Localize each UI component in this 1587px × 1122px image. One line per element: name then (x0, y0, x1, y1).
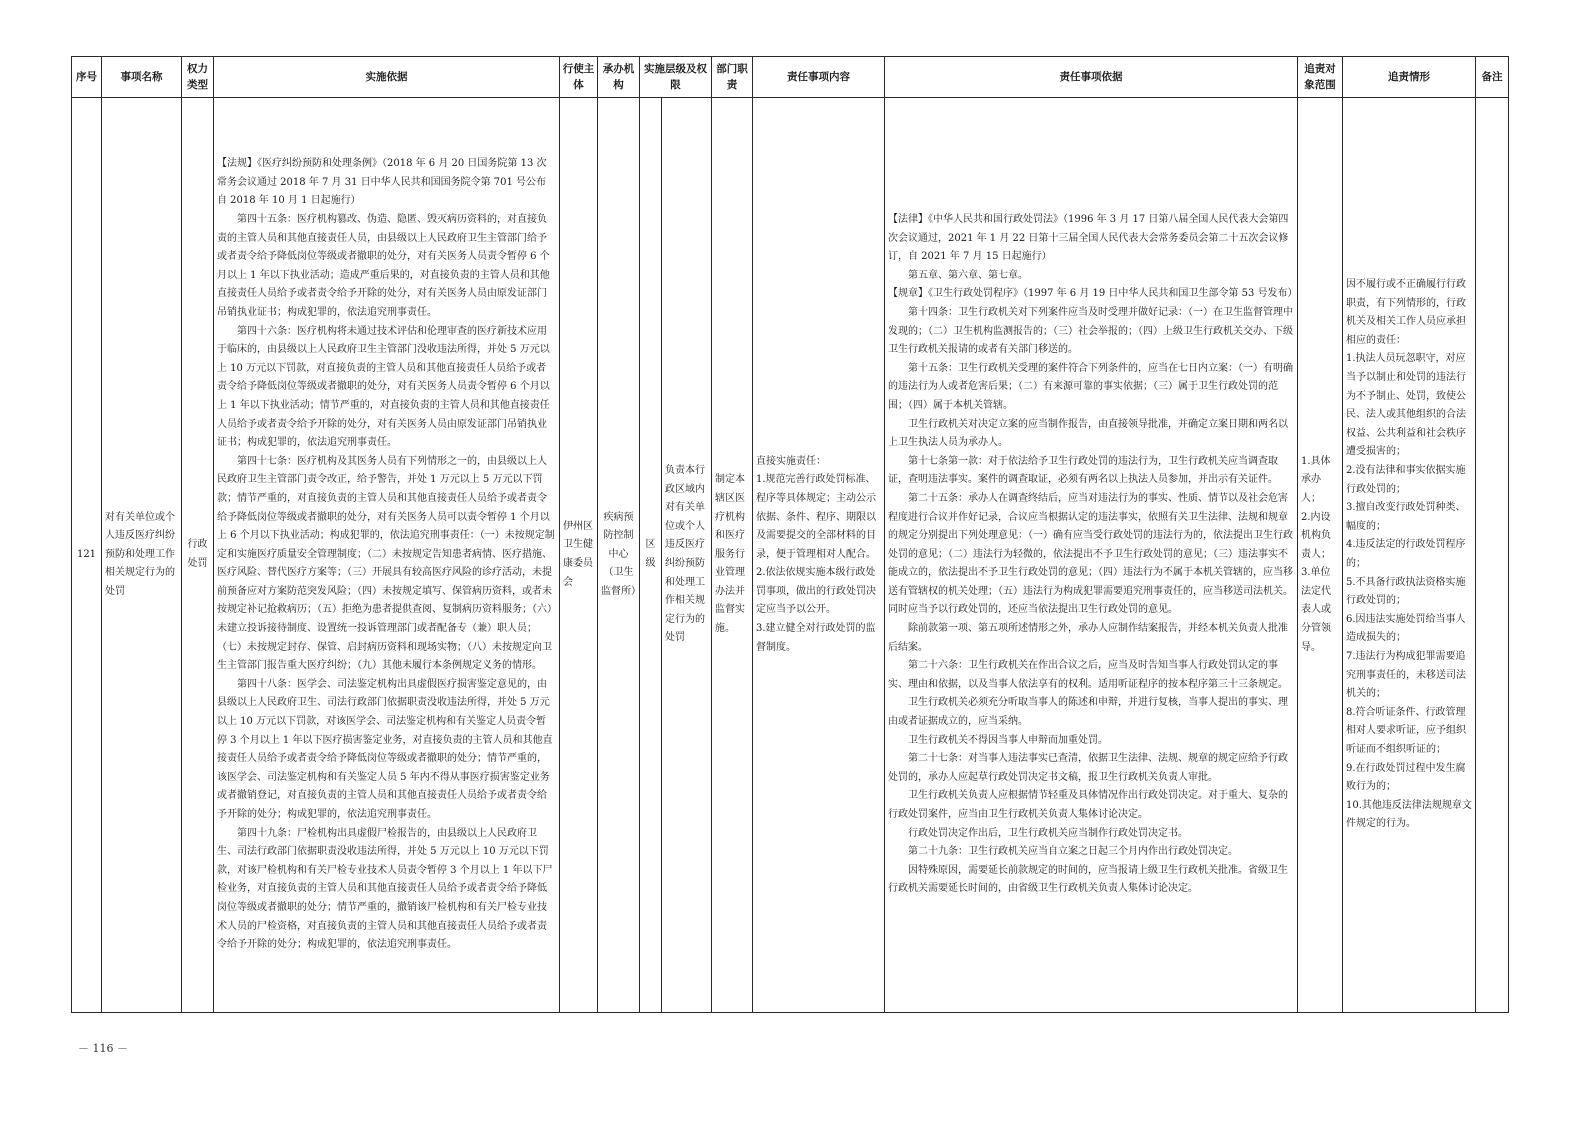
resp-basis-paragraph: 卫生行政机关对决定立案的应当制作报告，由直接领导批准，并确定立案日期和两名以上卫生执法人员为承办人。 (888, 418, 1288, 449)
cell-agency: 疾病预防控制中心（卫生监督所） (598, 98, 640, 1013)
resp-content-item: 3.建立健全对行政处罚的监督制度。 (756, 623, 876, 653)
resp-basis-paragraph: 第二十六条：卫生行政机关在作出合议之后，应当及时告知当事人行政处罚认定的事实、理由和依据，以及当事人依法享有的权利。适用听证程序的按本程序第三十三条规定。 (888, 660, 1288, 690)
situation-item: 8.符合听证条件、行政管理相对人要求听证，应予组织听证而不组织听证的； (1346, 706, 1466, 755)
situation-item: 因不履行或不正确履行行政职责，有下列情形的，行政机关及相关工作人员应承担相应的责任： (1346, 279, 1466, 346)
header-resp-basis: 责任事项依据 (885, 57, 1298, 98)
situation-item: 4.违反法定的行政处罚程序的； (1346, 539, 1466, 569)
resp-basis-paragraph: 第十七条第一款：对于依法给予卫生行政处罚的违法行为，卫生行政机关应当调查取证，查明违法事实。案件的调查取证，必须有两名以上执法人员参加，并出示有关证件。 (888, 455, 1278, 486)
cell-resp-content (753, 98, 885, 1013)
resp-basis-paragraph: 卫生行政机关不得因当事人申辩而加重处罚。 (908, 734, 1108, 746)
resp-basis-paragraph: 第二十五条：承办人在调查终结后，应当对违法行为的事实、性质、情节以及社会危害程度进行合议并作好记录，合议应当根据认定的违法事实，依照有关卫生法律、法规和规章的规定分别提出下列处理意见：（一）确有应当受行政处罚的违法行为的，依法提出卫生行政处罚的意见；（二）违法行为轻微的，依法提出不予卫生行政处罚的意见；（三）违法事实不能成立的，依法提出不予卫生行政处罚的意见；（四）违法行为不属于本机关管辖的，应当移送有管辖权的机关处理；（五）违法行为构成犯罪需要追究刑事责任的，应当移送司法机关。同时应当予以行政处罚的，还应当依法提出卫生行政处罚的意见。 (888, 492, 1293, 616)
situation-item: 1.执法人员玩忽职守，对应当予以制止和处罚的违法行为不予制止、处罚，致使公民、法人或其他组织的合法权益、公共利益和社会秩序遭受损害的； (1346, 353, 1466, 458)
situation-item: 6.因违法实施处罚给当事人造成损失的； (1346, 613, 1466, 644)
header-duty: 部门职责 (712, 57, 753, 98)
resp-basis-paragraph: 第十五条：卫生行政机关受理的案件符合下列条件的，应当在七日内立案：（一）有明确的违法行为人或者危害后果；（二）有来源可靠的事实依据；（三）属于卫生行政处罚的范围；（四）属于本机关管辖。 (888, 362, 1293, 411)
resp-content-item: 直接实施责任： (756, 455, 826, 467)
header-resp-content: 责任事项内容 (753, 57, 885, 98)
resp-basis-paragraph: 第十四条：卫生行政机关对下列案件应当及时受理并做好记录：（一）在卫生监督管理中发现的；（二）卫生机构监测报告的；（三）社会举报的；（四）上级卫生行政机关交办、下级卫生行政机关报请的或者有关部门移送的。 (888, 306, 1293, 356)
cell-subject: 伊州区卫生健康委员会 (560, 98, 598, 1013)
resp-basis-paragraph: 【法律】《中华人民共和国行政处罚法》（1996 年 3 月 17 日第八届全国人民代表大会第四次会议通过，2021 年 1 月 22 日第十三届全国人民代表大会常务委员会第二十五次会议修订，自 2021 年 7 月 15 日起施行） (888, 214, 1289, 263)
resp-basis-paragraph: 第二十七条：对当事人违法事实已查清，依据卫生法律、法规、规章的规定应给予行政处罚的，承办人应起草行政处罚决定书文稿，报卫生行政机关负责人审批。 (888, 753, 1288, 783)
basis-paragraph: 第四十九条：尸检机构出具虚假尸检报告的，由县级以上人民政府卫生、司法行政部门依据职责没收违法所得，并处 5 万元以上 10 万元以下罚款，对该尸检机构和有关尸检专业技术人员责令暂停 3 个月以上 1 年以下尸检业务，对直接负责的主管人员和其他直接责任人员给予或者责令给予降低岗位等级或者撤职的处分；情节严重的，撤销该尸检机构和有关尸检专业技术人员的尸检资格，对直接负责的主管人员和其他直接责任人员给予或者责令给予开除的处分；构成犯罪的，依法追究刑事责任。 (217, 827, 553, 951)
cell-scope (1298, 98, 1343, 1013)
resp-basis-paragraph: 因特殊原因，需要延长前款规定的时间的，应当报请上级卫生行政机关批准。省级卫生行政机关需要延长时间的，由省级卫生行政机关负责人集体讨论决定。 (888, 864, 1288, 895)
situation-item: 2.没有法律和事实依据实施行政处罚的； (1346, 465, 1466, 495)
cell-power-type: 行政处罚 (182, 98, 214, 1013)
basis-paragraph: 第四十七条：医疗机构及其医务人员有下列情形之一的，由县级以上人民政府卫生主管部门责令改正，给予警告，并处 1 万元以上 5 万元以下罚款；情节严重的，对直接负责的主管人员和其他直接责任人员给予或者责令给予降低岗位等级或者撤职的处分，对有关医务人员可以责令暂停 1 个月以上 6 个月以下执业活动；构成犯罪的，依法追究刑事责任：（一）未按规定制定和实施医疗质量安全管理制度；（二）未按规定告知患者病情、医疗措施、医疗风险、替代医疗方案等；（三）开展具有较高医疗风险的诊疗活动，未提前预备应对方案防范突发风险；（四）未按规定填写、保管病历资料，或者未按规定补记抢救病历；（五）拒绝为患者提供查阅、复制病历资料服务；（六）未建立投诉接待制度、设置统一投诉管理部门或者配备专（兼）职人员；（七）未按规定封存、保管、启封病历资料和现场实物；（八）未按规定向卫生主管部门报告重大医疗纠纷；（九）其他未履行本条例规定义务的情形。 (217, 455, 555, 672)
header-subject: 行使主体 (560, 57, 598, 98)
header-level: 实施层级及权限 (640, 57, 712, 98)
scope-item: 3.单位法定代表人或分管领导。 (1301, 567, 1331, 653)
scope-item: 1.具体承办人； (1301, 455, 1331, 504)
resp-basis-paragraph: 第二十九条：卫生行政机关应当自立案之日起三个月内作出行政处罚决定。 (908, 846, 1238, 858)
scope-item: 2.内设机构负责人； (1301, 511, 1331, 560)
cell-level-scope: 负责本行政区域内对有关单位或个人违反医疗纠纷预防和处理工作相关规定行为的处罚 (662, 98, 712, 1013)
resp-basis-paragraph: 行政处罚决定作出后，卫生行政机关应当制作行政处罚决定书。 (908, 827, 1188, 839)
basis-paragraph: 第四十五条：医疗机构篡改、伪造、隐匿、毁灭病历资料的，对直接负责的主管人员和其他直接责任人员，由县级以上人民政府卫生主管部门给予或者责令给予降低岗位等级或者撤职的处分，对有关医务人员责令暂停 6 个月以上 1 年以下执业活动；造成严重后果的，对直接负责的主管人员和其他直接责任人员给予或者责令给予开除的处分，对有关医务人员由原发证部门吊销执业证书；构成犯罪的，依法追究刑事责任。 (217, 214, 550, 318)
cell-resp-basis (885, 98, 1298, 1013)
cell-level: 区级 (640, 98, 662, 1013)
resp-basis-paragraph: 除前款第一项、第五项所述情形之外，承办人应制作结案报告，并经本机关负责人批准后结案。 (888, 623, 1288, 653)
cell-situation (1343, 98, 1476, 1013)
header-basis: 实施依据 (214, 57, 560, 98)
header-seq: 序号 (72, 57, 102, 98)
situation-item: 9.在行政处罚过程中发生腐败行为的； (1346, 762, 1466, 793)
header-power-type: 权力类型 (182, 57, 214, 98)
table-row (72, 98, 1509, 1013)
situation-item: 7.违法行为构成犯罪需要追究刑事责任的，未移送司法机关的； (1346, 650, 1466, 700)
basis-paragraph: 第四十八条：医学会、司法鉴定机构出具虚假医疗损害鉴定意见的，由县级以上人民政府卫生、司法行政部门依据职责没收违法所得，并处 5 万元以上 10 万元以下罚款，对该医学会、司法鉴定机构和有关鉴定人员责令暂停 3 个月以上 1 年以下医疗损害鉴定业务，对直接负责的主管人员和其他直接责任人员给予或者责令给予降低岗位等级或者撤职的处分；情节严重的，该医学会、司法鉴定机构和有关鉴定人员 5 年内不得从事医疗损害鉴定业务或者撤销登记，对直接负责的主管人员和其他直接责任人员给予或者责令给予开除的处分；构成犯罪的，依法追究刑事责任。 (217, 678, 553, 821)
cell-remark (1476, 98, 1509, 1013)
header-name: 事项名称 (102, 57, 182, 98)
resp-basis-paragraph: 卫生行政机关必须充分听取当事人的陈述和申辩，并进行复核，当事人提出的事实、理由或者证据成立的，应当采纳。 (888, 697, 1288, 728)
basis-paragraph: 【法规】《医疗纠纷预防和处理条例》（2018 年 6 月 20 日国务院第 13 次常务会议通过 2018 年 7 月 31 日中华人民共和国国务院令第 701 号公布自 2018 年 10 月 1 日起施行） (217, 158, 547, 207)
header-row (72, 57, 1509, 98)
responsibility-table (71, 56, 1509, 1013)
cell-duty: 制定本辖区医疗机构和医疗服务行业管理办法并监督实施。 (712, 98, 753, 1013)
cell-seq: 121 (72, 98, 102, 1013)
resp-basis-paragraph: 卫生行政机关负责人应根据情节轻重及具体情况作出行政处罚决定。对于重大、复杂的行政处罚案件，应当由卫生行政机关负责人集体讨论决定。 (888, 790, 1288, 821)
header-remark: 备注 (1476, 57, 1509, 98)
resp-content-item: 1.规范完善行政处罚标准、程序等具体规定；主动公示依据、条件、程序、期限以及需要提交的全部材料的目录，便于管理相对人配合。 (756, 474, 876, 560)
page-number: － 116 － (78, 1042, 128, 1055)
resp-basis-paragraph: 【规章】《卫生行政处罚程序》（1997 年 6 月 19 日中华人民共和国卫生部令第 53 号发布） (888, 288, 1298, 300)
cell-name: 对有关单位或个人违反医疗纠纷预防和处理工作相关规定行为的处罚 (102, 98, 182, 1013)
header-agency: 承办机构 (598, 57, 640, 98)
header-situation: 追责情形 (1343, 57, 1476, 98)
situation-item: 10.其他违反法律法规规章文件规定的行为。 (1346, 799, 1472, 830)
header-scope: 追责对象范围 (1298, 57, 1343, 98)
resp-content-item: 2.依法依规实施本级行政处罚事项，做出的行政处罚决定应当予以公开。 (756, 567, 876, 616)
situation-item: 5.不具备行政执法资格实施行政处罚的； (1346, 576, 1466, 607)
cell-basis (214, 98, 560, 1013)
situation-item: 3.擅自改变行政处罚种类、幅度的； (1346, 502, 1466, 532)
basis-paragraph: 第四十六条：医疗机构将未通过技术评估和伦理审查的医疗新技术应用于临床的，由县级以上人民政府卫生主管部门没收违法所得，并处 5 万元以上 10 万元以下罚款，对直接负责的主管人员和其他直接责任人员给予或者责令给予降低岗位等级或者撤职的处分，对有关医务人员责令暂停 6 个月以上 1 年以下执业活动；情节严重的，对直接负责的主管人员和其他直接责任人员给予或者责令给予开除的处分，对有关医务人员由原发证部门吊销执业证书；构成犯罪的，依法追究刑事责任。 (217, 325, 550, 449)
resp-basis-paragraph: 第五章、第六章、第七章。 (908, 269, 1028, 281)
